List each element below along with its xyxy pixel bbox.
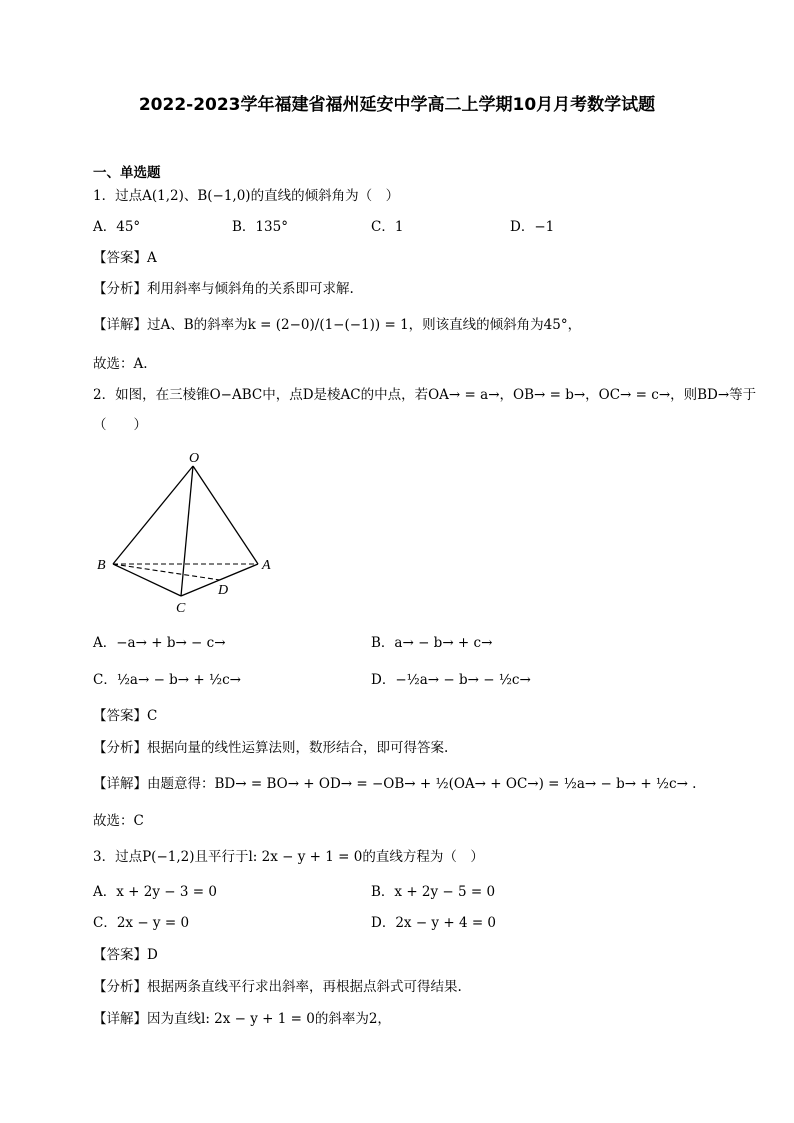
- edge-oc: [181, 466, 193, 596]
- q3-detail-text: 因为直线l: 2x − y + 1 = 0的斜率为2，: [147, 1011, 391, 1027]
- q3-answer: [93, 946, 158, 964]
- q2-stem-cont: （ ）: [93, 417, 147, 433]
- q2-answer-value: C: [147, 708, 158, 724]
- q1-detail: [93, 316, 581, 334]
- label-d: D: [218, 583, 229, 598]
- q3-detail: [93, 1010, 391, 1028]
- q3-option-b: B．x + 2y − 5 = 0: [371, 884, 496, 900]
- q1-option-c: C．1: [371, 219, 404, 235]
- edge-oa: [193, 466, 258, 564]
- q2-option-b: B．a→ − b→ + c→: [371, 635, 493, 651]
- analysis-label: 【分析】: [93, 281, 147, 297]
- label-c: C: [176, 601, 186, 616]
- q1-stem: 1．过点A(1,2)、B(−1,0)的直线的倾斜角为（ ）: [93, 188, 400, 204]
- analysis-label: 【分析】: [93, 979, 147, 995]
- tetrahedron-figure: [90, 446, 290, 618]
- q2-choice: 故选：C: [93, 813, 144, 829]
- detail-label: 【详解】: [93, 317, 147, 333]
- q3-option-d: D．2x − y + 4 = 0: [371, 915, 497, 931]
- detail-label: 【详解】: [93, 776, 147, 792]
- q3-stem: 3．过点P(−1,2)且平行于l: 2x − y + 1 = 0的直线方程为（ ）: [93, 849, 484, 865]
- answer-label: 【答案】: [93, 947, 147, 963]
- q1-option-d: D．−1: [510, 219, 555, 235]
- q3-option-c: C．2x − y = 0: [93, 915, 190, 931]
- answer-label: 【答案】: [93, 250, 147, 266]
- q3-analysis: [93, 978, 462, 996]
- q1-analysis-text: 利用斜率与倾斜角的关系即可求解.: [147, 281, 354, 297]
- q1-option-b: B．135°: [232, 219, 288, 235]
- q2-answer: [93, 707, 157, 725]
- edge-ob: [113, 466, 193, 564]
- q1-choice: 故选：A.: [93, 356, 148, 372]
- q2-analysis-text: 根据向量的线性运算法则，数形结合，即可得答案.: [147, 740, 449, 756]
- q2-detail-text: 由题意得：BD→ = BO→ + OD→ = −OB→ + ½(OA→ + OC→) = ½a→ − b→ + ½c→ .: [147, 776, 697, 792]
- q2-option-a: A．−a→ + b→ − c→: [93, 635, 226, 651]
- q1-answer-value: A: [147, 250, 157, 266]
- detail-label: 【详解】: [93, 1011, 147, 1027]
- section-heading: 一、单选题: [93, 165, 161, 181]
- q3-analysis-text: 根据两条直线平行求出斜率，再根据点斜式可得结果.: [147, 979, 462, 995]
- label-a: A: [262, 558, 271, 573]
- label-b: B: [97, 558, 106, 573]
- label-o: O: [189, 451, 200, 466]
- page-title: 2022-2023学年福建省福州延安中学高二上学期10月月考数学试题: [138, 95, 656, 115]
- q2-option-c: C．½a→ − b→ + ½c→: [93, 672, 241, 688]
- answer-label: 【答案】: [93, 708, 147, 724]
- q1-detail-text: 过A、B的斜率为k = (2−0)/(1−(−1)) = 1，则该直线的倾斜角为45°，: [147, 317, 582, 333]
- q1-answer: [93, 249, 157, 267]
- analysis-label: 【分析】: [93, 740, 147, 756]
- q1-option-a: A．45°: [93, 219, 141, 235]
- q2-analysis: [93, 739, 448, 757]
- q2-detail: [93, 775, 696, 793]
- q3-answer-value: D: [147, 947, 158, 963]
- q3-option-a: A．x + 2y − 3 = 0: [93, 884, 217, 900]
- q2-option-d: D．−½a→ − b→ − ½c→: [371, 672, 531, 688]
- q2-stem: 2．如图，在三棱锥O−ABC中，点D是棱AC的中点，若OA→ = a→，OB→ = b→，OC→ = c→，则BD→等于: [93, 387, 757, 403]
- q1-analysis: [93, 280, 354, 298]
